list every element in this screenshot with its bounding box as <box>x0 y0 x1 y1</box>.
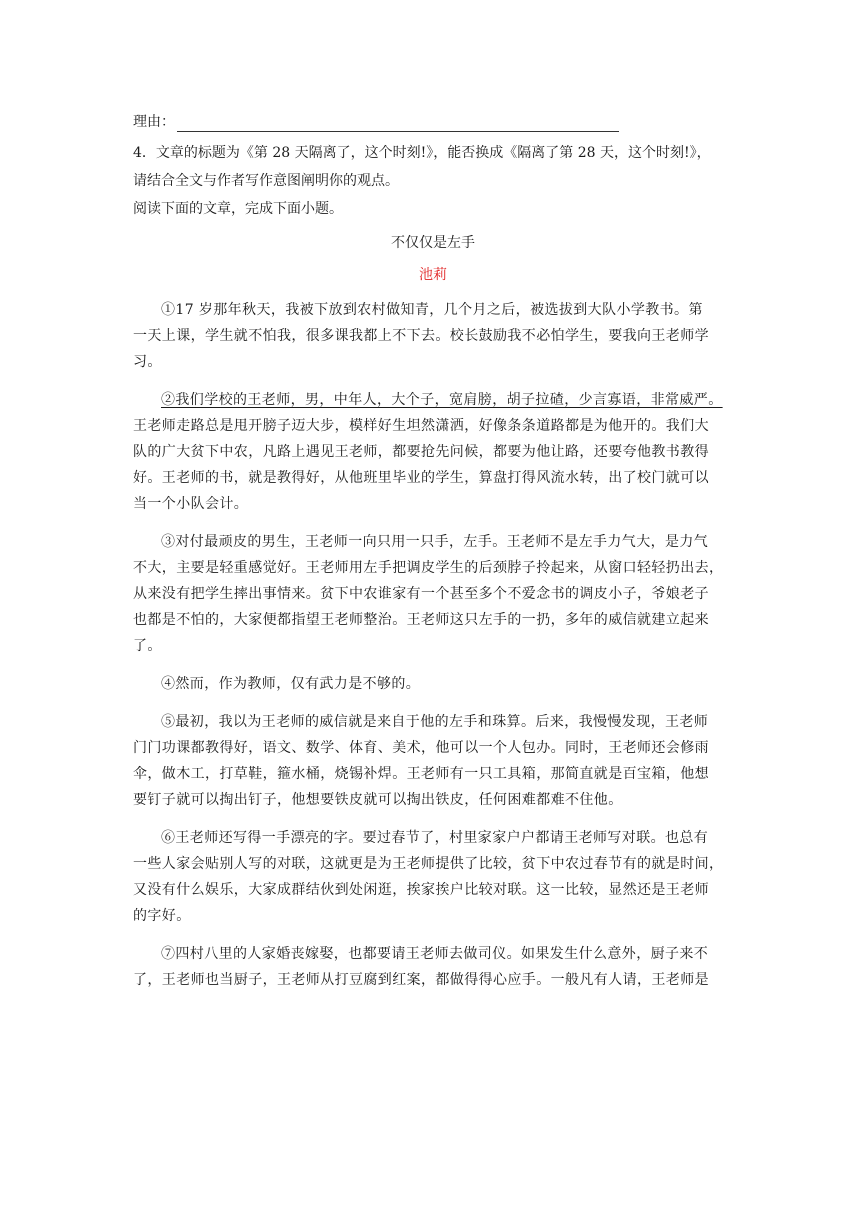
paragraph-line: ①17 岁那年秋天，我被下放到农村做知青，几个月之后，被选拔到大队小学教书。第 <box>161 302 703 318</box>
underlined-sentence: ②我们学校的王老师，男，中年人，大个子，宽肩膀，胡子拉碴，少言寡语，非常威严。 <box>161 392 723 408</box>
reading-instruction: 阅读下面的文章，完成下面小题。 <box>133 201 343 217</box>
paragraph-line: ③对付最顽皮的男生，王老师一向只用一只手，左手。王老师不是左手力气大，是力气 <box>161 534 709 550</box>
paragraph-line: ⑥王老师还写得一手漂亮的字。要过春节了，村里家家户户都请王老师写对联。也总有 <box>161 830 709 846</box>
paragraph-line: 伞，做木工，打草鞋，箍水桶，烧锡补焊。王老师有一只工具箱，那简直就是百宝箱，他想 <box>133 766 709 782</box>
paragraph-2 <box>133 387 733 517</box>
paragraph-line: 不大，主要是轻重感觉好。王老师用左手把调皮学生的后颈脖子拎起来，从窗口轻轻扔出去， <box>133 560 724 576</box>
question-4-line-2: 请结合全文与作者写作意图阐明你的观点。 <box>133 173 399 189</box>
paragraph-7 <box>133 941 733 993</box>
paragraph-4 <box>133 671 733 697</box>
article-author: 池莉 <box>419 267 447 283</box>
question-4-line-1: 4．文章的标题为《第 28 天隔离了，这个时刻!》，能否换成《隔离了第 28 天，这个时刻!》， <box>133 145 711 161</box>
paragraph-3 <box>133 529 733 659</box>
paragraph-line: 要钉子就可以掏出钉子，他想要铁皮就可以掏出铁皮，任何困难都难不住他。 <box>133 792 623 808</box>
paragraph-line: 了。 <box>133 638 162 654</box>
paragraph-line-underlined <box>133 387 733 413</box>
paragraph-line: 一天上课，学生就不怕我，很多课我都上不下去。校长鼓励我不必怕学生，要我向王老师学 <box>133 328 709 344</box>
paragraph-1 <box>133 297 733 375</box>
paragraph-line: 队的广大贫下中农，凡路上遇见王老师，都要抢先问候，都要为他让路，还要夸他教书教得 <box>133 444 709 460</box>
document-content <box>133 112 733 1005</box>
paragraph-line: ⑤最初，我以为王老师的威信就是来自于他的左手和珠算。后来，我慢慢发现，王老师 <box>161 714 709 730</box>
paragraph-line: 好。王老师的书，就是教得好，从他班里毕业的学生，算盘打得风流水转，出了校门就可以 <box>133 470 709 486</box>
paragraph-line: ⑦四村八里的人家婚丧嫁娶，也都要请王老师去做司仪。如果发生什么意外，厨子来不 <box>161 946 709 962</box>
paragraph-line: 从来没有把学生摔出事情来。贫下中农谁家有一个甚至多个不爱念书的调皮小子，爷娘老子 <box>133 586 709 602</box>
reason-line <box>133 112 733 132</box>
paragraph-line: 一些人家会贴别人写的对联，这就更是为王老师提供了比较，贫下中农过春节有的就是时间， <box>133 856 724 872</box>
paragraph-line: 也都是不怕的，大家便都指望王老师整治。王老师这只左手的一扔，多年的威信就建立起来 <box>133 612 709 628</box>
article-title: 不仅仅是左手 <box>391 235 475 251</box>
paragraph-line: 又没有什么娱乐，大家成群结伙到处闲逛，挨家挨户比较对联。这一比较，显然还是王老师 <box>133 882 709 898</box>
paragraph-5 <box>133 709 733 813</box>
paragraph-line: 王老师走路总是甩开膀子迈大步，模样好生坦然潇洒，好像条条道路都是为他开的。我们大 <box>133 418 709 434</box>
reason-label: 理由： <box>133 114 175 130</box>
paragraph-line: 了，王老师也当厨子，王老师从打豆腐到红案，都做得得心应手。一般凡有人请，王老师是 <box>133 972 709 988</box>
paragraph-line: 当一个小队会计。 <box>133 496 249 512</box>
reason-answer-blank <box>177 117 619 132</box>
paragraph-line: 的字好。 <box>133 908 191 924</box>
paragraph-line: ④然而，作为教师，仅有武力是不够的。 <box>161 676 421 692</box>
paragraph-line: 习。 <box>133 354 162 370</box>
paragraph-6 <box>133 825 733 929</box>
paragraph-line: 门门功课都教得好，语文、数学、体育、美术，他可以一个人包办。同时，王老师还会修雨 <box>133 740 709 756</box>
